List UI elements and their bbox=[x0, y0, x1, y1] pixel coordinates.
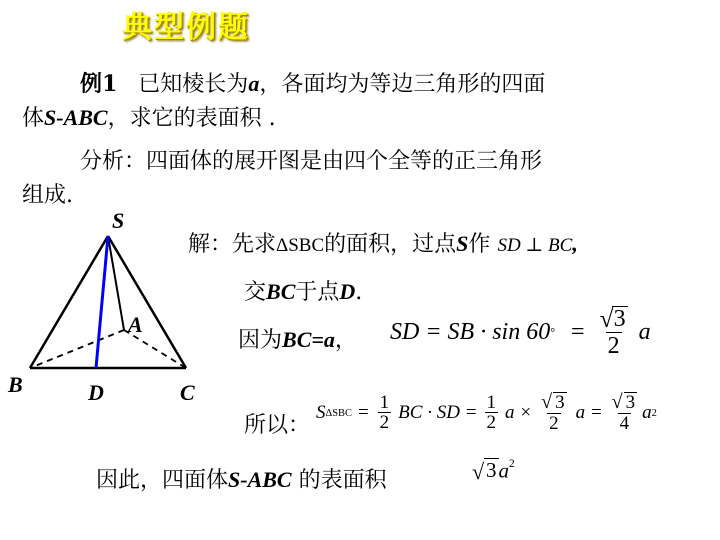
frac4-radicand: 3 bbox=[625, 392, 636, 413]
solution-make: 作 bbox=[468, 232, 491, 257]
solution-comma: , bbox=[572, 231, 578, 256]
therefore-label: 所以： bbox=[244, 413, 311, 438]
area-formula bbox=[316, 392, 657, 435]
solution-line-3-text bbox=[238, 324, 357, 357]
vertex-label-A: A bbox=[128, 312, 143, 337]
vertex-label-C: C bbox=[180, 380, 195, 405]
edge-AB-hidden bbox=[30, 330, 124, 368]
conclusion-var-a: a bbox=[498, 458, 509, 483]
sd-lhs: SD = SB · sin 60 bbox=[390, 319, 551, 346]
example-text-c: 体 bbox=[22, 106, 45, 131]
frac-half-2-num: 1 bbox=[486, 391, 496, 413]
conclusion-exponent: 2 bbox=[509, 458, 515, 470]
example-number: 例1 bbox=[80, 71, 118, 97]
frac-half-1-den: 2 bbox=[379, 412, 390, 434]
frac-half-2 bbox=[485, 393, 499, 435]
point-D: D bbox=[339, 279, 356, 304]
frac-half-1-num: 1 bbox=[379, 391, 390, 413]
vertex-label-S: S bbox=[112, 210, 125, 233]
area-var-a: a bbox=[642, 402, 652, 424]
area-S: S bbox=[316, 402, 326, 424]
example-text-a: 已知棱长为 bbox=[138, 72, 249, 97]
area-exponent: 2 bbox=[651, 407, 657, 419]
frac3-den: 2 bbox=[549, 412, 559, 434]
area-subscript: ΔSBC bbox=[325, 407, 352, 419]
sd-equals: = bbox=[571, 319, 585, 346]
conclusion-formula: √ $3a^2$ bbox=[472, 458, 515, 485]
solution-mid: 的面积，过点 bbox=[324, 232, 457, 257]
conclusion-tetrahedron: S-ABC bbox=[228, 467, 292, 492]
degree-sign: ° bbox=[550, 325, 556, 340]
example-text-b: ，各面均为等边三角形的四面 bbox=[259, 72, 546, 97]
frac3-radicand: 3 bbox=[555, 392, 565, 413]
solution-at: 于点 bbox=[295, 280, 340, 305]
solution-period: . bbox=[355, 280, 363, 305]
sd-formula bbox=[390, 306, 651, 360]
perpendicular-expr: SD ⊥ BC bbox=[497, 235, 573, 256]
conclusion-radicand: 3 bbox=[486, 458, 497, 483]
solution-line-1 bbox=[188, 228, 578, 262]
example-line-1 bbox=[80, 68, 545, 101]
example-line-2 bbox=[22, 102, 276, 135]
because-label: 因为 bbox=[238, 328, 283, 353]
frac-sqrt3-over-2: √ 3 2 bbox=[541, 390, 565, 434]
solution-intersect: 交 bbox=[244, 280, 267, 305]
tetrahedron-name: S-ABC bbox=[44, 105, 108, 130]
triangle-SBC: ΔSBC bbox=[276, 235, 325, 256]
frac-sqrt3-over-4: √ 3 4 bbox=[611, 390, 636, 434]
frac4-den: 4 bbox=[619, 412, 630, 434]
sqrt3-over-2: √ 3 2 bbox=[599, 305, 626, 360]
frac-half-1 bbox=[378, 393, 392, 435]
altitude-SD bbox=[96, 236, 108, 368]
sd-var-a: a bbox=[638, 319, 651, 346]
sqrt3-radicand: 3 bbox=[613, 306, 626, 332]
area-mid1: BC · SD = bbox=[398, 402, 478, 424]
vertex-label-B: B bbox=[8, 372, 23, 397]
conclusion-text bbox=[96, 464, 387, 497]
solution-line-2 bbox=[244, 276, 362, 309]
slide-title: 典型例题 bbox=[122, 10, 250, 45]
area-eq1: = bbox=[357, 402, 369, 424]
solution-intro: 解：先求 bbox=[188, 232, 277, 257]
point-S: S bbox=[456, 231, 469, 256]
analysis-line-1: 分析：四面体的展开图是由四个全等的正三角形 bbox=[80, 149, 543, 174]
sqrt3-denominator: 2 bbox=[607, 333, 620, 360]
example-text-d: ，求它的表面积 . bbox=[107, 106, 276, 131]
analysis-line-2: 组成. bbox=[22, 183, 73, 208]
edge-variable: a bbox=[248, 71, 260, 96]
area-mid3: a = bbox=[575, 402, 603, 424]
vertex-label-D: D bbox=[88, 380, 104, 405]
area-mid2: a × bbox=[505, 402, 533, 424]
conclusion-suffix: 的表面积 bbox=[291, 468, 387, 493]
frac-half-2-den: 2 bbox=[486, 412, 496, 434]
segment-BC: BC bbox=[266, 279, 296, 304]
bc-equals-a: BC=a bbox=[282, 327, 335, 352]
conclusion-prefix: 因此，四面体 bbox=[96, 468, 229, 493]
because-comma: ， bbox=[334, 328, 357, 353]
